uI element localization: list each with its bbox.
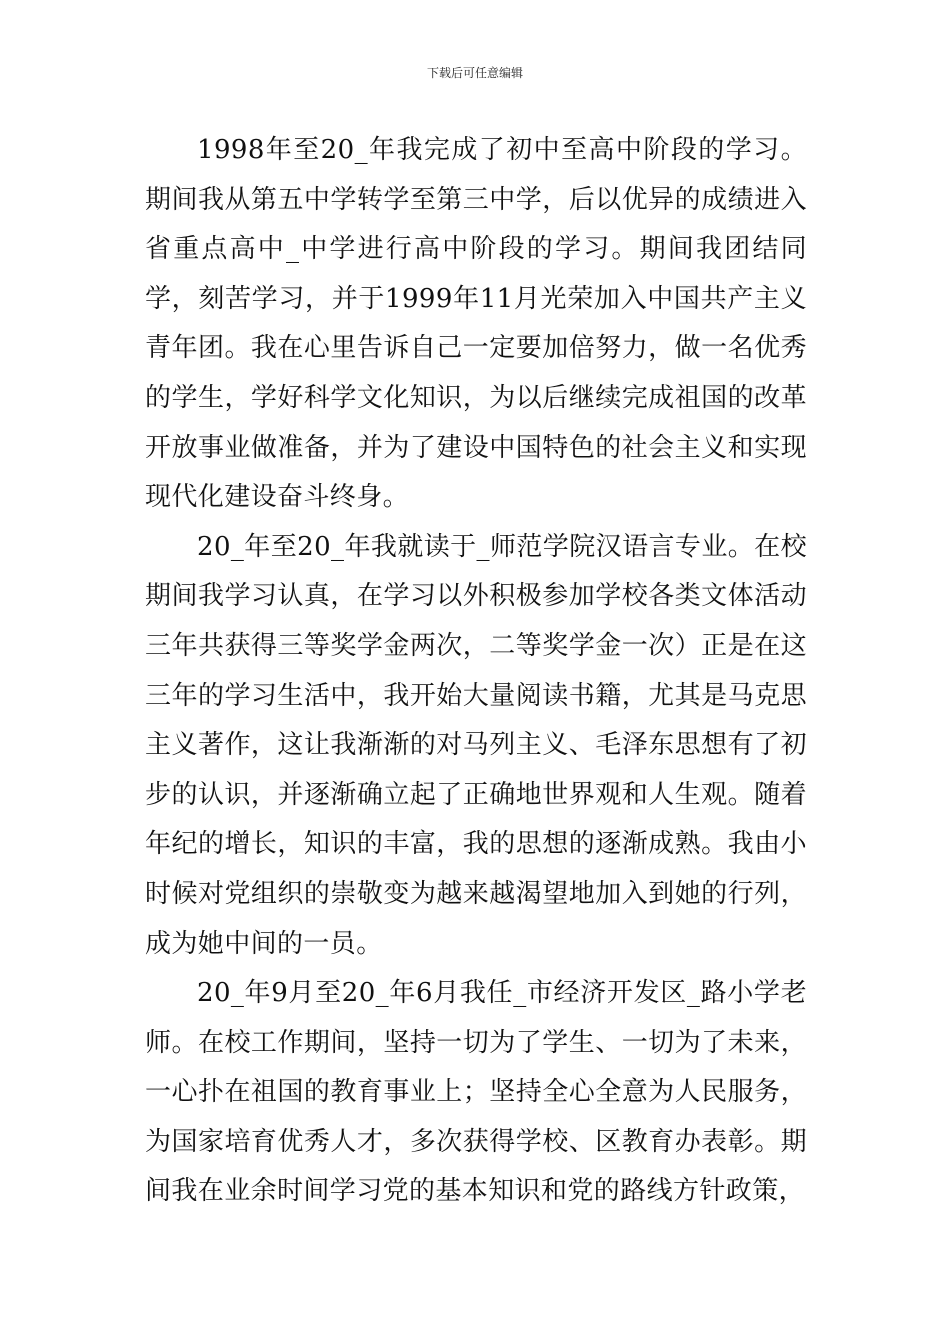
paragraph-education-college: 20_年至20_年我就读于_师范学院汉语言专业。在校期间我学习认真，在学习以外积极参加学校各类文体活动三年共获得三等奖学金两次，二等奖学金一次）正是在这三年的学习生活中，我开始大量阅读书籍，尤其是马克思主义著作，这让我渐渐的对马列主义、毛泽东思想有了初步的认识，并逐渐确立起了正确地世界观和人生观。随着年纪的增长，知识的丰富，我的思想的逐渐成熟。我由小时候对党组织的崇敬变为越来越渴望地加入到她的行列，成为她中间的一员。 [145, 531, 807, 959]
paragraph-education-middle-high: 1998年至20_年我完成了初中至高中阶段的学习。期间我从第五中学转学至第三中学，后以优异的成绩进入省重点高中_中学进行高中阶段的学习。期间我团结同学，刻苦学习，并于1999年11月光荣加入中国共产主义青年团。我在心里告诉自己一定要加倍努力，做一名优秀的学生，学好科学文化知识，为以后继续完成祖国的改革开放事业做准备，并为了建设中国特色的社会主义和实现现代化建设奋斗终身。 [145, 135, 807, 513]
document-body [145, 126, 807, 1217]
paragraph-work-teacher: 20_年9月至20_年6月我任_市经济开发区_路小学老师。在校工作期间，坚持一切为了学生、一切为了未来，一心扑在祖国的教育事业上；坚持全心全意为人民服务，为国家培育优秀人才，多次获得学校、区教育办表彰。期间我在业余时间学习党的基本知识和党的路线方针政策， [145, 978, 807, 1207]
page-header: 下载后可任意编辑 [426, 66, 523, 80]
